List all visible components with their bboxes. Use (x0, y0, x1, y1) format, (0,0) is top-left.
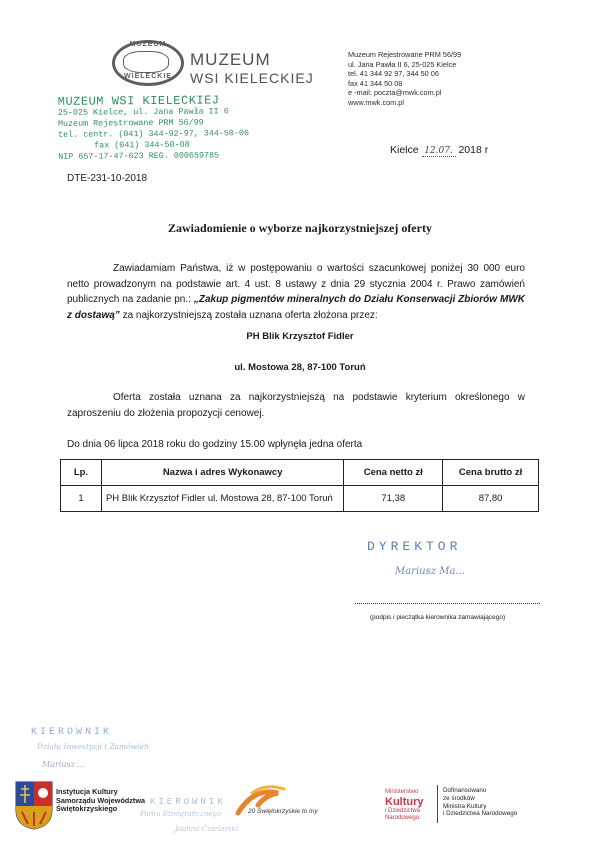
paragraph-text: Zawiadamiam Państwa, iż w postępowaniu o wartości szacunkowej poniżej 30 000 euro netto prowadzonym na podstawie art. 4 ust. 8 ustawy z dnia 29 stycznia 2004 r. Prawo zamówień publicznych na zadanie pn.: (67, 263, 525, 305)
date-year: 2018 r (458, 144, 489, 156)
department-head-stamp-sub: Działu Inwestycji i Zamówień (37, 742, 149, 751)
contact-email: e -mail: poczta@mwk.com.pl (348, 88, 442, 98)
reference-number: DTE-231-10-2018 (67, 173, 148, 184)
swietokrzyskie-logo-icon (232, 783, 307, 828)
column-header: Cena brutto zł (443, 460, 539, 486)
financing-line: ze środków (443, 794, 475, 802)
signature-line (355, 603, 540, 604)
department-head-stamp: KIEROWNIK (31, 727, 113, 738)
paragraph-text: za najkorzystniejszą została uznana oferta złożona przez: (119, 309, 378, 321)
offers-table (60, 459, 539, 512)
stamp-line: tel. centr. (041) 344-92-97, 344-50-06 (58, 128, 250, 140)
date-place: Kielce (390, 144, 419, 156)
park-head-stamp: KIEROWNIK (150, 797, 226, 807)
date-day-month: 12.07. (422, 146, 456, 157)
table-header-row (61, 460, 539, 486)
director-stamp: DYREKTOR (367, 539, 462, 554)
column-header: Nazwa i adres Wykonawcy (101, 460, 343, 486)
stamp-line: Muzeum Rejestrowane PRM 56/99 (57, 117, 204, 129)
winner-address: ul. Mostowa 28, 87-100 Toruń (234, 362, 366, 373)
table-cell: 1 (61, 486, 102, 512)
table-row (61, 486, 539, 512)
paragraph-notification (67, 261, 525, 323)
document-date (390, 144, 488, 157)
contact-website: www.mwk.com.pl (348, 97, 404, 107)
paragraph-offers-received: Do dnia 06 lipca 2018 roku do godziny 15.00 wpłynęła jedna oferta (67, 439, 363, 450)
stamp-line: NIP 657-17-47-623 REG. 000659785 (58, 150, 220, 162)
institution-label (56, 788, 145, 814)
ministry-line-kultury: Kultury (385, 796, 424, 808)
financing-line: Dofinansowano (443, 787, 487, 794)
institution-line: Instytucja Kultury (56, 787, 118, 796)
task-name: „Zakup pigmentów mineralnych do Działu Konserwacji Zbiorów MWK z dostawą” (67, 294, 525, 321)
museum-name (190, 50, 314, 86)
stamp-line: MUZEUM WSI KIELECKIEJ (57, 93, 220, 109)
contact-line: fax 41 344 50 08 (348, 78, 403, 88)
financing-line: Ministra Kultury (443, 802, 487, 810)
institution-line: Świętokrzyskiego (56, 804, 118, 814)
signature-caption: (podpis i pieczątka kierownika zamawiającego) (370, 614, 506, 621)
contact-line: Muzeum Rejestrowane PRM 56/99 (348, 50, 462, 59)
contact-block (348, 50, 461, 108)
ministry-line: Narodowego. (385, 815, 421, 821)
logo-building-icon (123, 51, 169, 73)
paragraph-criterion: Oferta została uznana za najkorzystniejszą na podstawie kryterium określonego w zaproszeniu do złożenia propozycji cenowej. (67, 392, 525, 419)
swietokrzyskie-text: 20 Świętokrzyskie to my (248, 808, 318, 815)
table-cell: 87,80 (443, 486, 539, 512)
park-head-stamp-sub: Parku Etnograficznego (140, 810, 222, 818)
table-cell: PH Blik Krzysztof Fidler ul. Mostowa 28, 87-100 Toruń (101, 486, 343, 512)
contact-line: tel. 41 344 92 97, 344 50 06 (348, 69, 439, 79)
stamp-line: fax (041) 344-50-08 (94, 139, 190, 151)
institution-line: Samorządu Województwa (56, 795, 146, 805)
institution-stamp (58, 95, 250, 163)
logo-ring-top-text: MUZEUM (129, 41, 167, 48)
winner-name: PH Blik Krzysztof Fidler (246, 331, 354, 342)
ministry-line: Ministerstwo (385, 789, 419, 795)
logo-ring-bottom-text: WIELECKIE (124, 73, 172, 80)
column-header: Cena netto zł (344, 460, 443, 486)
ministry-logo (385, 789, 424, 822)
ministry-line: i Dziedzictwa (385, 808, 421, 814)
department-head-signature: Mariusz ... (42, 760, 85, 769)
document-heading: Zawiadomienie o wyborze najkorzystniejszej oferty (168, 221, 432, 235)
stamp-line: 25-025 Kielce, ul. Jana Pawła II 6 (57, 106, 229, 118)
column-header: Lp. (61, 460, 102, 486)
financing-note (443, 787, 517, 818)
park-head-signature: Joanna Czarlarski (175, 825, 239, 833)
table-cell: 71,38 (344, 486, 443, 512)
financing-line: i Dziedzictwa Narodowego (443, 810, 518, 818)
coat-of-arms-icon (14, 780, 54, 830)
museum-logo-emblem (112, 40, 184, 86)
contact-line: ul. Jana Pawła II 6, 25-025 Kielce (348, 59, 457, 69)
museum-name-line-1: MUZEUM (190, 50, 271, 69)
museum-name-line-2: WSI KIELECKIEJ (190, 70, 314, 86)
footer-divider (437, 785, 438, 823)
director-signature: Mariusz Ma... (395, 566, 465, 577)
